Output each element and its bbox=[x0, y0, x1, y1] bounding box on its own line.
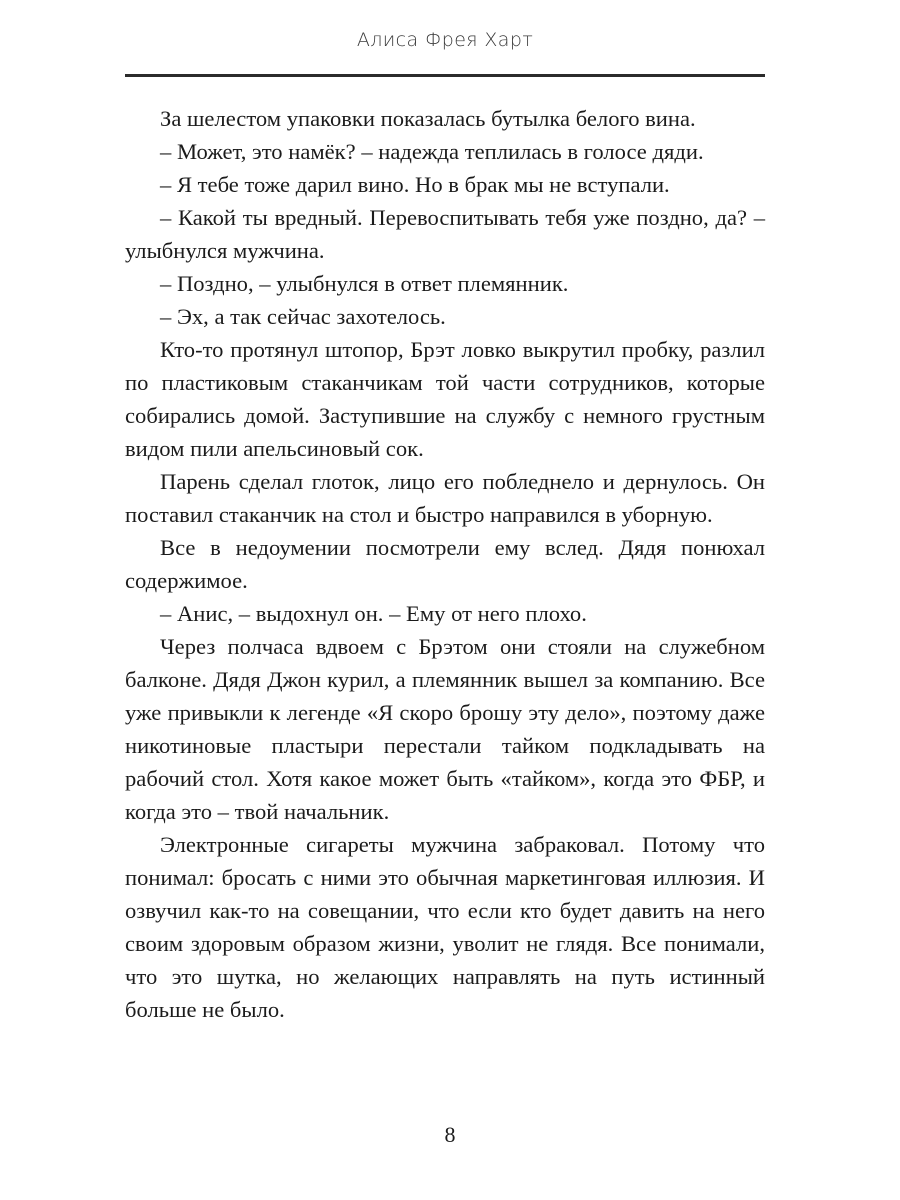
body-paragraph: За шелестом упаковки показалась бутылка белого вина. bbox=[160, 106, 696, 131]
header-rule bbox=[125, 74, 765, 77]
page-number: 8 bbox=[444, 1122, 456, 1147]
body-paragraph: – Поздно, – улыбнулся в ответ племянник. bbox=[160, 271, 569, 296]
body-paragraph: Через полчаса вдвоем с Брэтом они стояли на служебном балконе. Дядя Джон курил, а племянник вышел за компанию. Все уже привыкли к легенде «Я скоро брошу эту дело», поэтому даже никотиновые пластыри перестали тайком подкладывать на рабочий стол. Хотя какое может быть «тайком», когда это ФБР, и когда это – твой начальник. bbox=[125, 634, 765, 824]
body-paragraph: – Анис, – выдохнул он. – Ему от него плохо. bbox=[160, 601, 587, 626]
body-paragraph: – Я тебе тоже дарил вино. Но в брак мы не вступали. bbox=[160, 172, 670, 197]
body-paragraph: Парень сделал глоток, лицо его побледнело и дернулось. Он поставил стаканчик на стол и быстро направился в уборную. bbox=[125, 469, 765, 527]
body-paragraph: Кто-то протянул штопор, Брэт ловко выкрутил пробку, разлил по пластиковым стаканчикам той части сотрудников, которые собирались домой. Заступившие на службу с немного грустным видом пили апельсиновый сок. bbox=[125, 337, 765, 461]
body-paragraph: Электронные сигареты мужчина забраковал. Потому что понимал: бросать с ними это обычная маркетинговая иллюзия. И озвучил как-то на совещании, что если кто будет давить на него своим здоровым образом жизни, уволит не глядя. Все понимали, что это шутка, но желающих направлять на путь истинный больше не было. bbox=[125, 832, 765, 1022]
body-text bbox=[125, 102, 765, 1026]
body-paragraph: – Эх, а так сейчас захотелось. bbox=[160, 304, 446, 329]
body-paragraph: – Какой ты вредный. Перевоспитывать тебя уже поздно, да? – улыбнулся мужчина. bbox=[125, 205, 765, 263]
running-head: Алиса Фрея Харт bbox=[356, 29, 534, 51]
body-paragraph: – Может, это намёк? – надежда теплилась в голосе дяди. bbox=[160, 139, 704, 164]
body-paragraph: Все в недоумении посмотрели ему вслед. Дядя понюхал содержимое. bbox=[125, 535, 765, 593]
